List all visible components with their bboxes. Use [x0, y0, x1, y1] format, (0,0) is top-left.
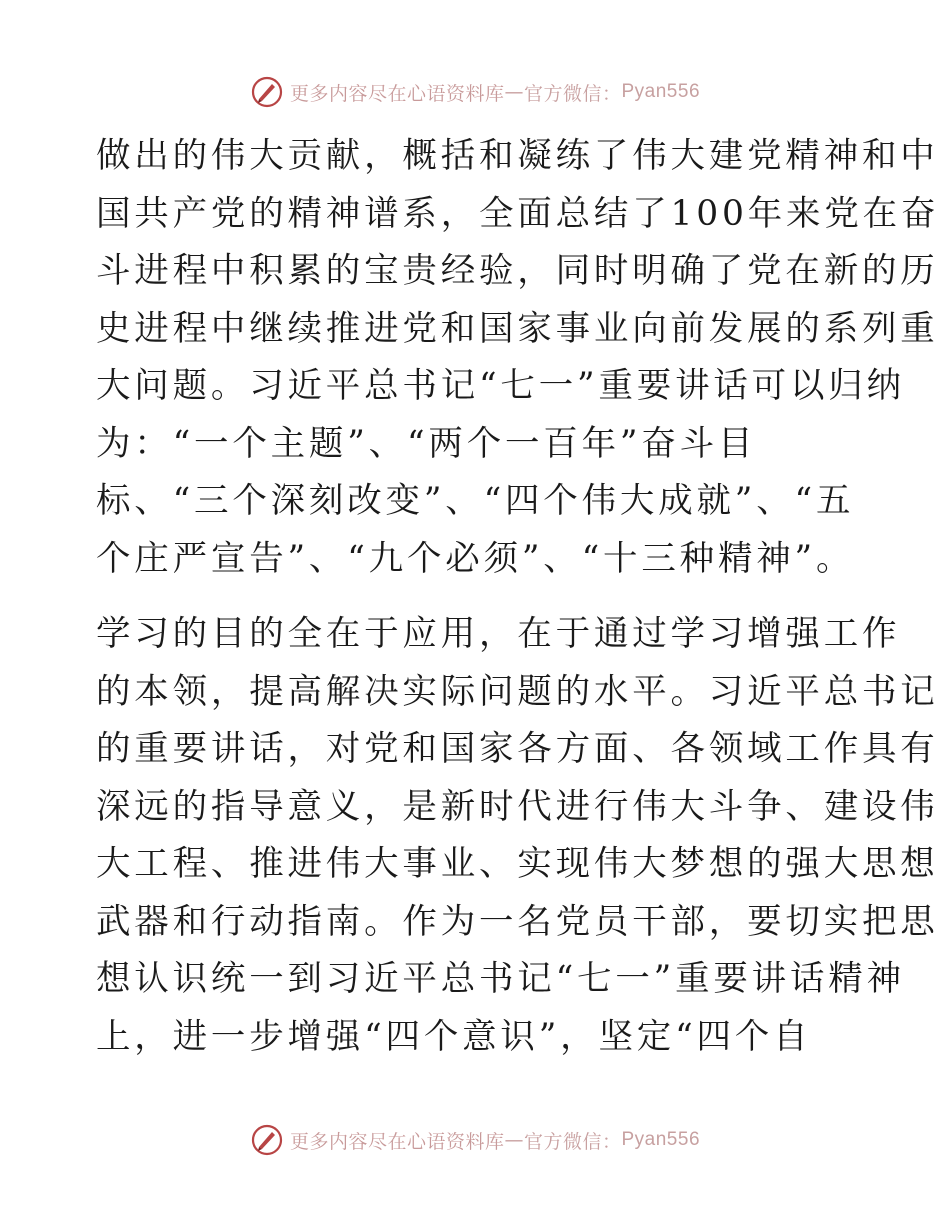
watermark-id: Pyan556 — [621, 1129, 701, 1150]
pen-logo-icon — [250, 75, 284, 109]
paragraph-1 — [96, 128, 940, 588]
text-line: 大工程、推进伟大事业、实现伟大梦想的强大思想 — [96, 844, 939, 884]
paragraph-gap — [96, 588, 856, 606]
text-line: 的本领，提高解决实际问题的水平。习近平总书记 — [96, 671, 939, 712]
watermark-main-text: 更多内容尽在心语资料库 — [289, 82, 505, 105]
text-line: 上，进一步增强“四个意识”，坚定“四个自 — [96, 1016, 812, 1057]
text-line: 武器和行动指南。作为一名党员干部，要切实把思 — [96, 901, 939, 942]
paragraph-2 — [96, 606, 939, 1066]
text-line: 的重要讲话，对党和国家各方面、各领域工作具有 — [96, 729, 939, 769]
watermark-header — [0, 72, 950, 112]
text-line: 大问题。习近平总书记“七一”重要讲话可以归纳 — [96, 366, 905, 406]
text-line: 想认识统一到习近平总书记“七一”重要讲话精神 — [96, 959, 905, 999]
watermark-label: 官方微信： — [523, 82, 622, 105]
text-line: 做出的伟大贡献，概括和凝练了伟大建党精神和中 — [96, 136, 939, 176]
watermark-separator: — — [504, 81, 524, 103]
text-line: 标、“三个深刻改变”、“四个伟大成就”、“五 — [96, 481, 855, 521]
text-line: 国共产党的精神谱系，全面总结了100年来党在奋 — [96, 193, 940, 234]
text-line: 个庄严宣告”、“九个必须”、“十三种精神”。 — [96, 538, 855, 579]
text-line: 史进程中继续推进党和国家事业向前发展的系列重 — [96, 308, 939, 349]
text-line: 为：“一个主题”、“两个一百年”奋斗目 — [96, 423, 757, 464]
pen-logo-icon — [250, 1123, 284, 1157]
text-line: 斗进程中积累的宝贵经验，同时明确了党在新的历 — [96, 251, 939, 291]
text-line: 学习的目的全在于应用，在于通过学习增强工作 — [96, 614, 901, 654]
watermark-label: 官方微信： — [523, 1130, 622, 1153]
watermark-separator: — — [504, 1129, 524, 1151]
watermark-main-text: 更多内容尽在心语资料库 — [289, 1130, 505, 1153]
watermark-footer — [0, 1120, 950, 1160]
watermark-id: Pyan556 — [621, 81, 701, 102]
text-line: 深远的指导意义，是新时代进行伟大斗争、建设伟 — [96, 786, 939, 827]
document-body — [96, 128, 940, 1066]
